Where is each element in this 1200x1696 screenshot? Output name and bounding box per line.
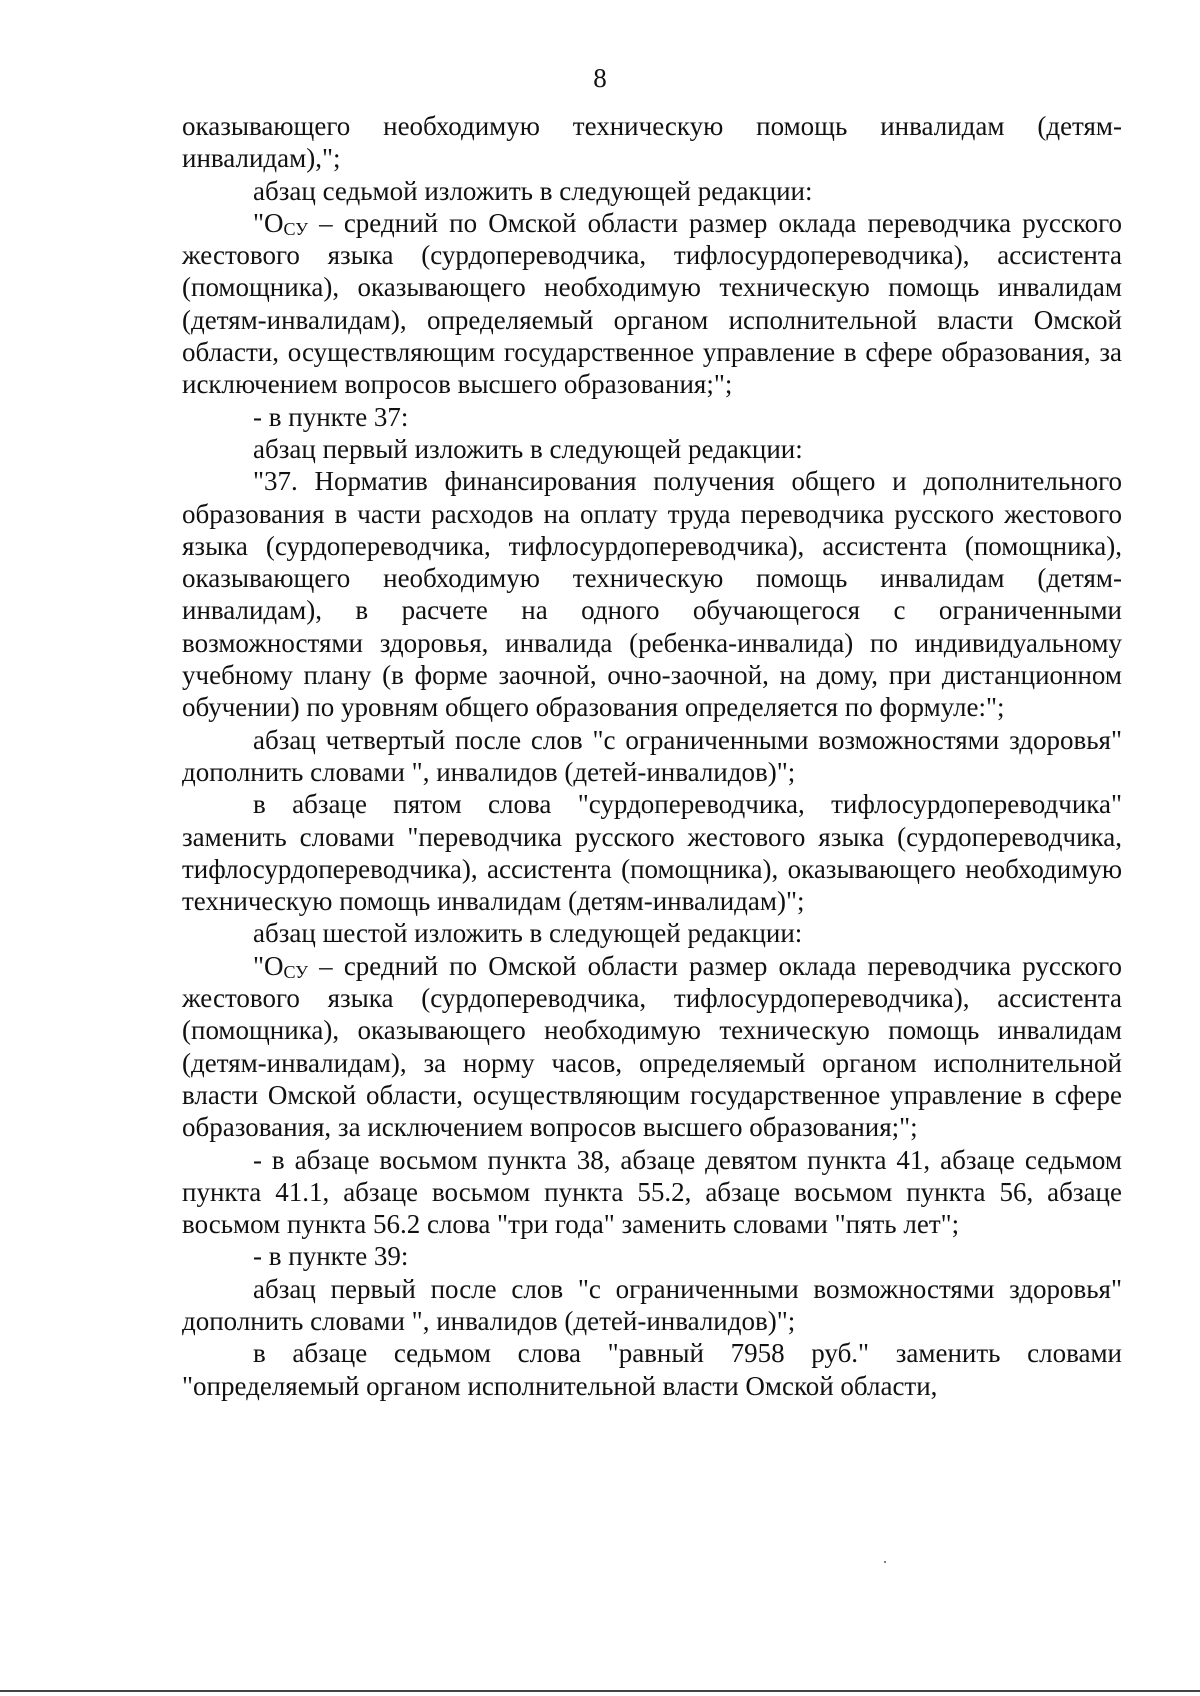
scan-speck [884,1561,886,1563]
paragraph-8: в абзаце пятом слова "сурдопереводчика, тифлосурдопереводчика" заменить словами "переводчика русского жестового языка (сурдопереводчика, тифлосурдопереводчика), ассистента (помощника), оказывающего необходимую техническую помощь инвалидам (детям-инвалидам)"; [182,789,1122,917]
paragraph-13: абзац первый после слов "с ограниченными возможностями здоровья" дополнить словами ", инвалидов (детей-инвалидов)"; [182,1273,1122,1336]
document-body [182,110,1122,1402]
paragraph-12: - в пункте 39: [253,1241,409,1272]
paragraph-2: абзац седьмой изложить в следующей редакции: [253,175,813,206]
paragraph-5: абзац первый изложить в следующей редакции: [253,433,803,464]
paragraph-4: - в пункте 37: [253,401,409,432]
paragraph-14: в абзаце седьмом слова "равный 7958 руб." заменить словами "определяемый органом исполнительной власти Омской области, [182,1338,1122,1401]
formula-dash: – [308,950,344,981]
paragraph-10-formula-definition [182,950,1122,1144]
paragraph-1: оказывающего необходимую техническую помощь инвалидам (детям-инвалидам),"; [182,111,1122,174]
scan-edge-line [0,1690,1200,1692]
formula-definition-text: средний по Омской области размер оклада переводчика русского жестового языка (сурдопереводчика, тифлосурдопереводчика), ассистента (помощника), оказывающего необходимую техническую помощь инвалидам (детям-инвалидам), за норму часов, определяемый органом исполнительной власти Омской области, осуществляющим государственное управление в сфере образования, за исключением вопросов высшего образования;"; [182,950,1122,1143]
formula-symbol: "О [253,950,284,981]
paragraph-3-formula-definition [182,207,1122,401]
formula-subscript: СУ [283,218,309,239]
paragraph-6: "37. Норматив финансирования получения общего и дополнительного образования в части расходов на оплату труда переводчика русского жестового языка (сурдопереводчика, тифлосурдопереводчика), ассистента (помощника), оказывающего необходимую техническую помощь инвалидам (детям-инвалидам), в расчете на одного обучающегося с ограниченными возможностями здоровья, инвалида (ребенка-инвалида) по индивидуальному учебному плану (в форме заочной, очно-заочной, на дому, при дистанционном обучении) по уровням общего образования определяется по формуле:"; [182,466,1122,723]
formula-symbol: "О [253,207,284,238]
paragraph-11: - в абзаце восьмом пункта 38, абзаце девятом пункта 41, абзаце седьмом пункта 41.1, абзаце восьмом пункта 55.2, абзаце восьмом пункта 56, абзаце восьмом пункта 56.2 слова "три года" заменить словами "пять лет"; [182,1144,1122,1240]
formula-definition-text: средний по Омской области размер оклада переводчика русского жестового языка (сурдопереводчика, тифлосурдопереводчика), ассистента (помощника), оказывающего необходимую техническую помощь инвалидам (детям-инвалидам), определяемый органом исполнительной власти Омской области, осуществляющим государственное управление в сфере образования, за исключением вопросов высшего образования;"; [182,207,1122,400]
formula-dash: – [308,207,344,238]
formula-subscript: СУ [283,961,309,982]
paragraph-7: абзац четвертый после слов "с ограниченными возможностями здоровья" дополнить словами ", инвалидов (детей-инвалидов)"; [182,724,1122,787]
page-number: 8 [593,63,607,93]
paragraph-9: абзац шестой изложить в следующей редакции: [253,918,803,949]
